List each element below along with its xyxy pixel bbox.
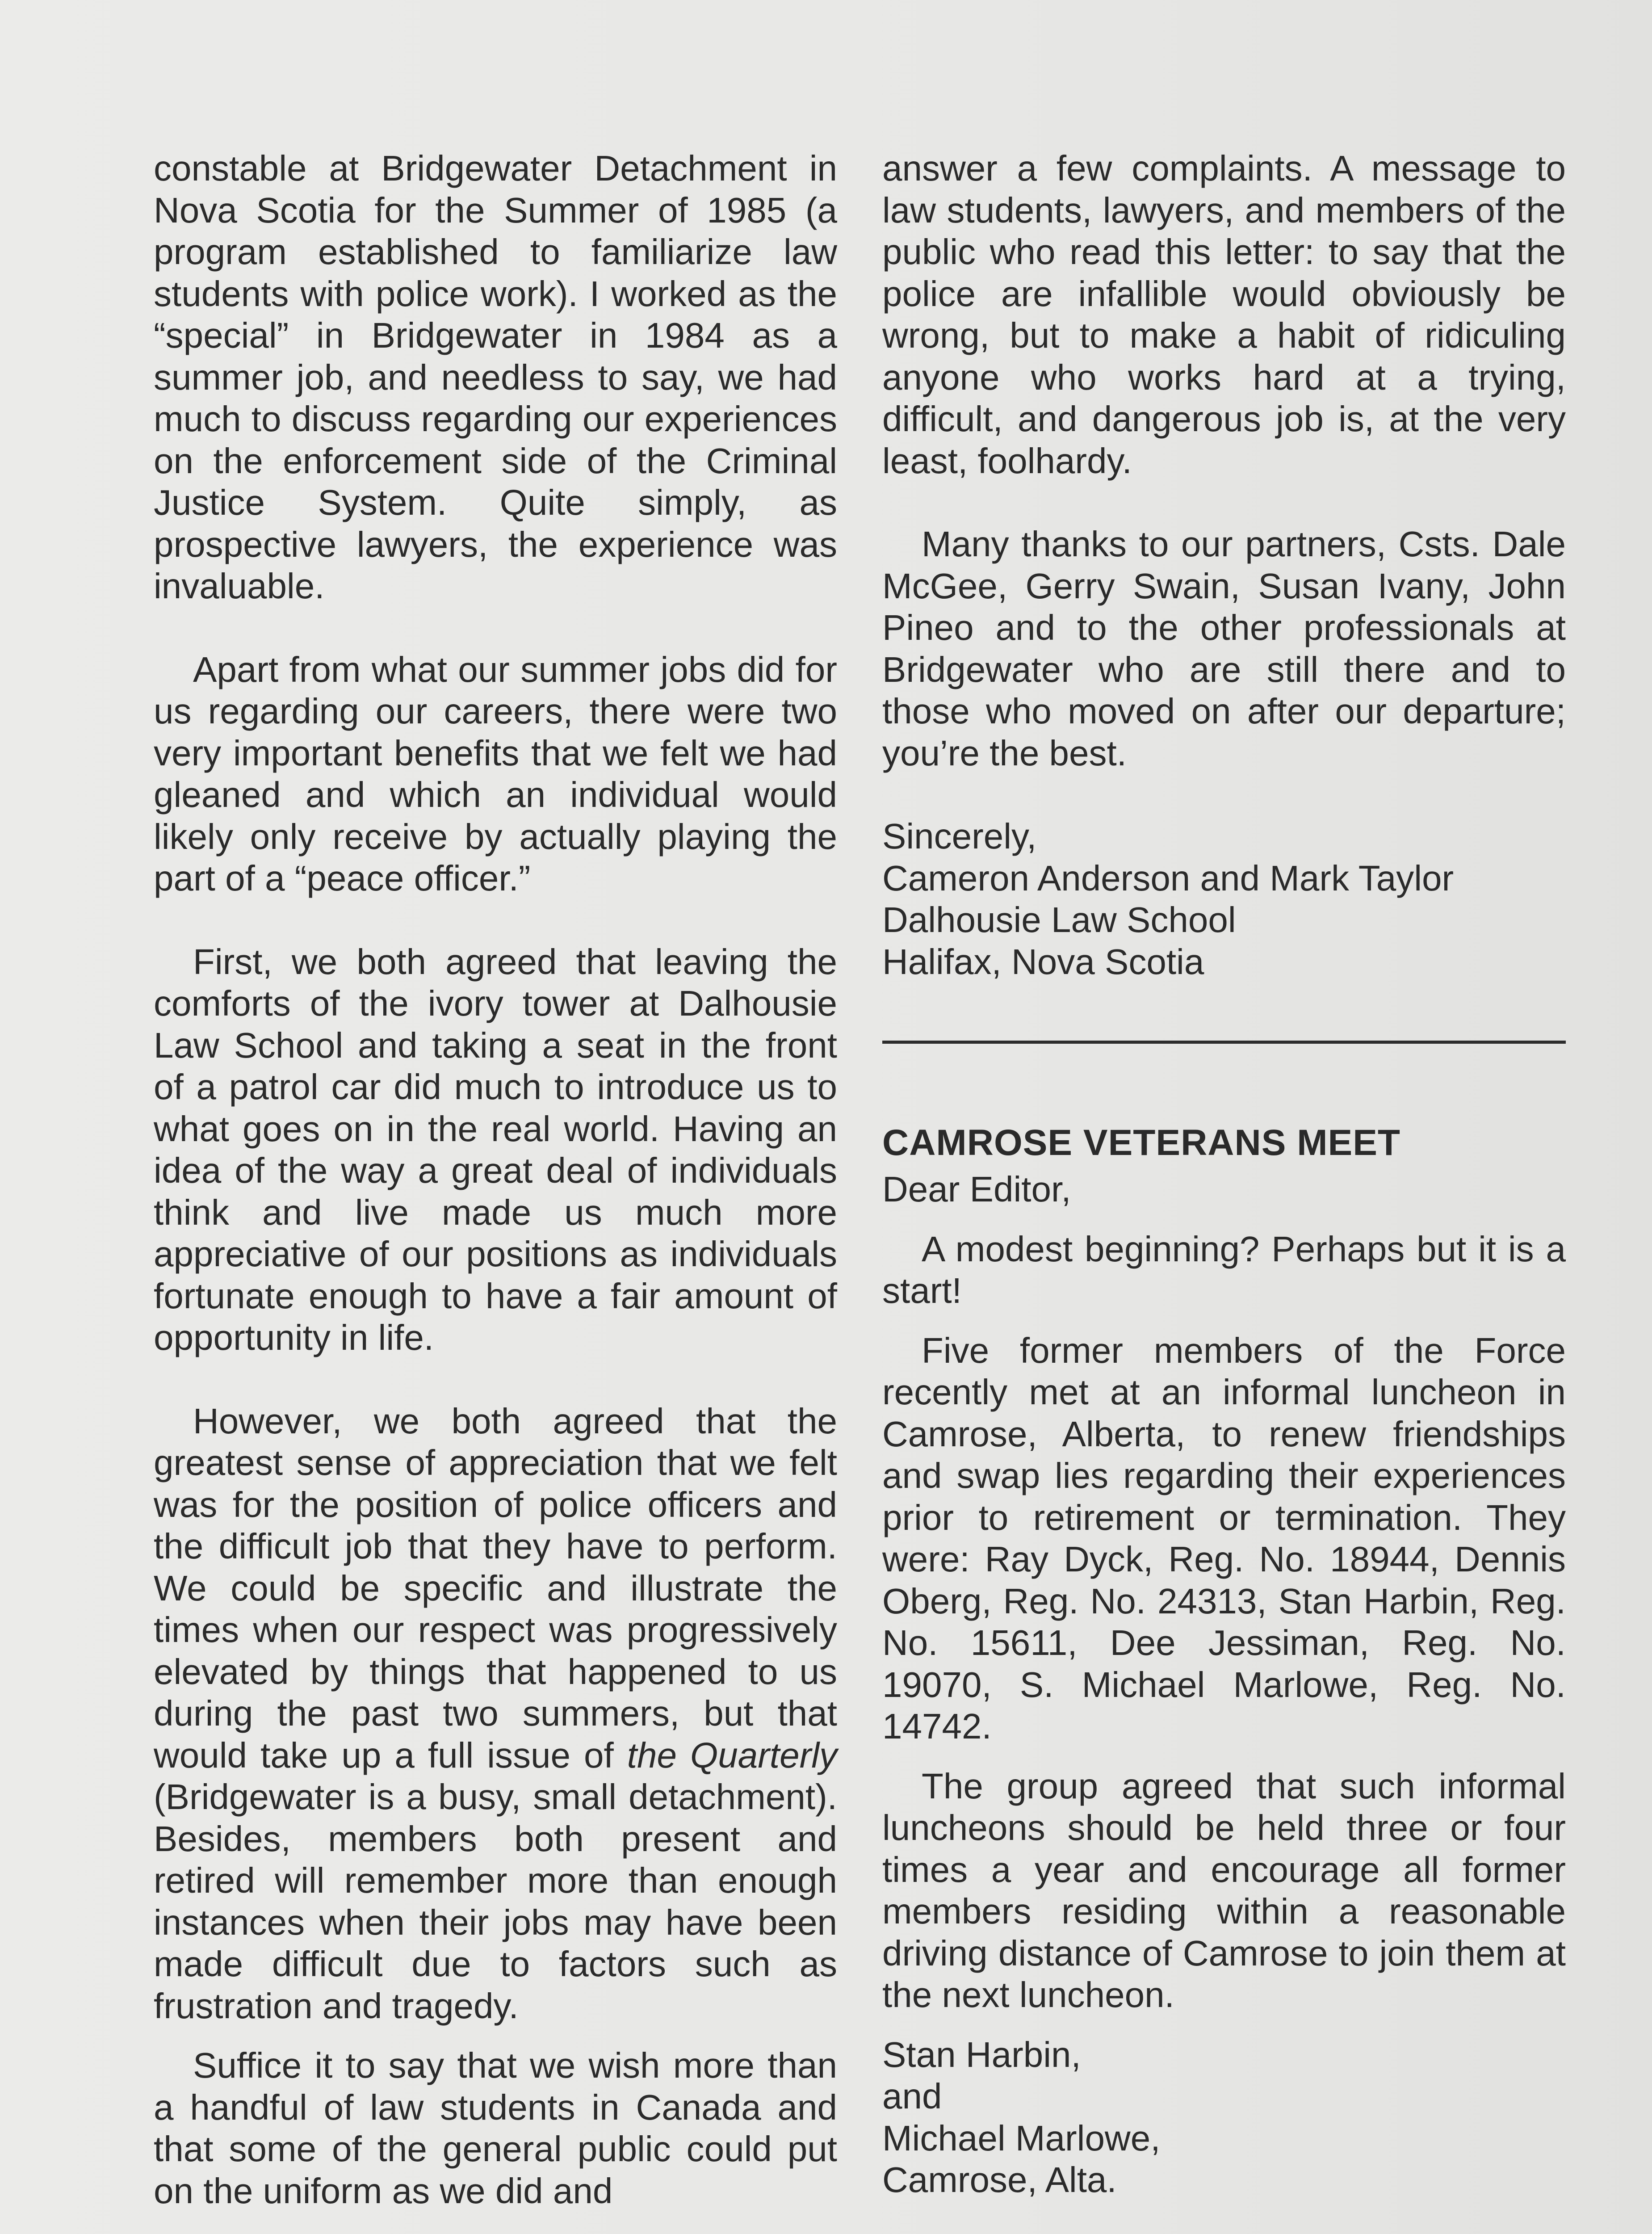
- signature-name: Michael Marlowe,: [882, 2118, 1161, 2158]
- left-column: [154, 147, 837, 2212]
- paragraph: answer a few complaints. A message to law students, lawyers, and members of the public who read this letter: to say that the police are infallible would obviously be wrong, but to make a habit of ridiculing anyone who works hard at a trying, difficult, and dangerous job is, at the very least, foolhardy.: [882, 148, 1566, 481]
- paragraph: Apart from what our summer jobs did for us regarding our careers, there were two very important benefits that we felt we had gleaned and which an individual would likely only receive by actually playing the part of a “peace officer.”: [154, 649, 837, 898]
- right-column: [882, 147, 1566, 2201]
- letter-signature-block: [882, 815, 1566, 983]
- letter-signature-block: [882, 2034, 1566, 2201]
- paragraph: Five former members of the Force recently met at an informal luncheon in Camrose, Alberta, to renew friendships and swap lies regarding their experiences prior to retirement or termination. They were: Ray Dyck, Reg. No. 18944, Dennis Oberg, Reg. No. 24313, Stan Harbin, Reg. No. 15611, Dee Jessiman, Reg. No. 19070, S. Michael Marlowe, Reg. No. 14742.: [882, 1330, 1566, 1746]
- salutation: Dear Editor,: [882, 1169, 1071, 1209]
- paragraph: constable at Bridgewater Detachment in Nova Scotia for the Summer of 1985 (a program established to familiarize law students with police work). I worked as the “special” in Bridgewater in 1984 as a summer job, and needless to say, we had much to discuss regarding our experiences on the enforcement side of the Criminal Justice System. Quite simply, as prospective lawyers, the experience was invaluable.: [154, 148, 837, 606]
- signature-conjunction: and: [882, 2076, 942, 2116]
- signature-location: Halifax, Nova Scotia: [882, 941, 1204, 982]
- paragraph: A modest beginning? Perhaps but it is a start!: [882, 1229, 1566, 1310]
- paragraph: Suffice it to say that we wish more than a handful of law students in Canada and that some of the general public could put on the uniform as we did and: [154, 2045, 837, 2211]
- signature-location: Camrose, Alta.: [882, 2160, 1117, 2200]
- publication-title-italic: the Quarterly: [627, 1735, 838, 1775]
- paragraph-text: (Bridgewater is a busy, small detachment). Besides, members both present and retired will remember more than enough instances when their jobs may have been made difficult due to factors such as frustration and tragedy.: [154, 1777, 837, 2026]
- signature-names: Cameron Anderson and Mark Taylor: [882, 858, 1454, 898]
- paragraph-text: However, we both agreed that the greatest sense of appreciation that we felt was for the position of police officers and the difficult job that they have to perform. We could be specific and illustrate the times when our respect was progressively elevated by things that happened to us during the past two summers, but that would take up a full issue of: [154, 1401, 837, 1775]
- section-divider: [882, 1041, 1566, 1044]
- signature-school: Dalhousie Law School: [882, 900, 1236, 940]
- paragraph: The group agreed that such informal luncheons should be held three or four times a year and encourage all former members residing within a reasonable driving distance of Camrose to join them at the next luncheon.: [882, 1766, 1566, 2015]
- section-heading: CAMROSE VETERANS MEET: [882, 1122, 1400, 1163]
- paragraph: First, we both agreed that leaving the comforts of the ivory tower at Dalhousie Law School and taking a seat in the front of a patrol car did much to introduce us to what goes on in the real world. Having an idea of the way a great deal of individuals think and live made us much more appreciative of our positions as individuals fortunate enough to have a fair amount of opportunity in life.: [154, 941, 837, 1357]
- closing: Sincerely,: [882, 816, 1037, 856]
- paragraph: Many thanks to our partners, Csts. Dale McGee, Gerry Swain, Susan Ivany, John Pineo and to the other professionals at Bridgewater who are still there and to those who moved on after our departure; you’re the best.: [882, 524, 1566, 773]
- paragraph: [154, 1400, 837, 2027]
- signature-name: Stan Harbin,: [882, 2034, 1081, 2074]
